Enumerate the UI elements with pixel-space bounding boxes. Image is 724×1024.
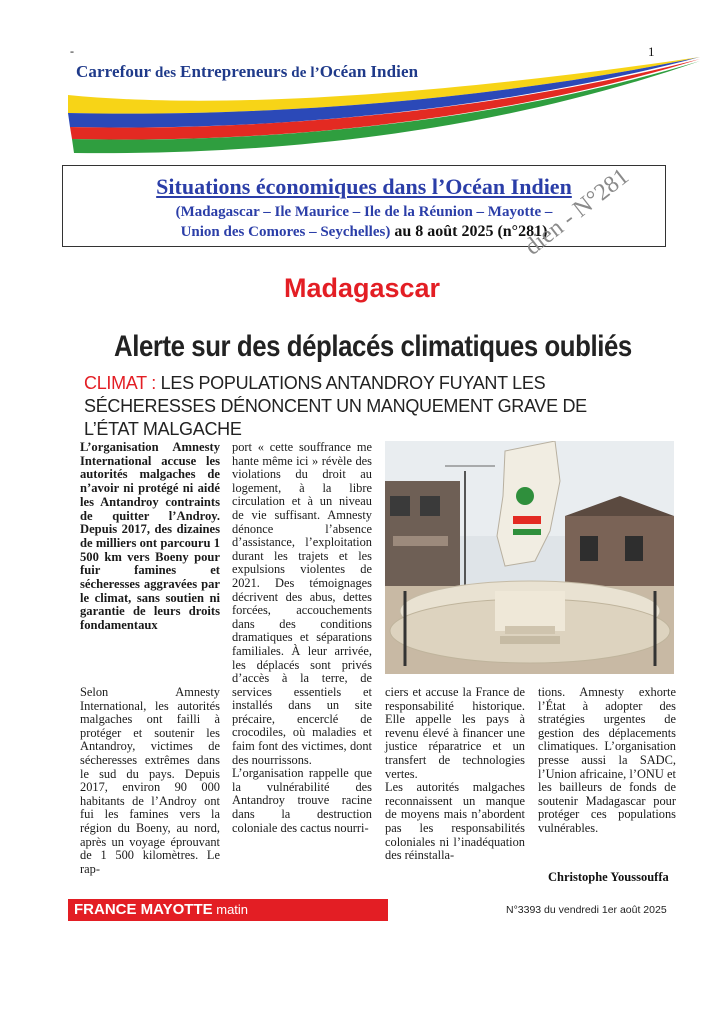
watermark-text: dien - N°281 (520, 163, 634, 261)
article-column-4 (538, 686, 676, 836)
newspaper-source-bar (68, 899, 388, 921)
kicker-text: LES POPULATIONS ANTANDROY FUYANT LES SÉCHERESSES DÉNONCENT UN MANQUEMENT GRAVE DE L’ÉTAT MALGACHE (84, 373, 587, 439)
brand-title (76, 62, 418, 82)
article-photo (385, 441, 674, 674)
issue-info: N°3393 du vendredi 1er août 2025 (506, 904, 667, 916)
paragraph: L’organisation rappelle que la vulnérabilité des Antandroy trouve racine dans la destruction coloniale des cactus nourri- (232, 766, 372, 835)
article-author: Christophe Youssouffa (548, 870, 669, 884)
brand-word: Entrepreneurs (180, 62, 288, 81)
paragraph: Les autorités malgaches reconnaissent un manque de moyens mais n’abordent pas les responsabilités coloniales ni l’inadéquation des réinstalla- (385, 780, 525, 863)
article-column-1 (80, 686, 220, 876)
paragraph: tions. Amnesty exhorte l’État à adopter des stratégies urgentes de gestion des déplacements climatiques. L’organisation presse aussi la SADC, l’Union africaine, l’ONU et les bailleurs de fonds de soutenir Madagascar pour protéger ces populations vulnérables. (538, 685, 676, 835)
page-number: 1 (648, 44, 655, 59)
report-title: Situations économiques dans l’Océan Indien (156, 174, 572, 199)
newspaper-name: FRANCE MAYOTTE (74, 901, 213, 918)
subtitle-line-2: Union des Comores – Seychelles) (180, 224, 391, 240)
kicker-label: CLIMAT : (84, 373, 156, 393)
brand-word: Carrefour (76, 62, 152, 81)
paragraph: ciers et accuse la France de responsabilité historique. Elle appelle les pays à revenu élevé à financer une justice réparatrice et un transfert de technologies vertes. (385, 685, 525, 781)
header-dash: - (70, 44, 74, 58)
brand-word: de l’ (287, 65, 320, 81)
subtitle-line-1: (Madagascar – Ile Maurice – Ile de la Réunion – Mayotte – (175, 204, 553, 220)
article-headline: Alerte sur des déplacés climatiques oubliés (114, 330, 632, 363)
report-date: au 8 août 2025 (n°281) (390, 223, 548, 240)
brand-word: des (151, 65, 181, 81)
monument-photo-illustration (385, 441, 674, 674)
article-lead: L’organisation Amnesty International accuse les autorités malgaches de n’avoir ni protégé ni aidé les Antandroy contraints de quitter l’Androy. Depuis 2017, des dizaines de milliers ont parcouru 1 500 km vers Boeny pour fuir famines et sécheresses aggravées par le climat, sans soutien ni garantie de leurs droits fondamentaux (80, 440, 220, 633)
paragraph: port « cette souffrance me hante même ici » révèle des violations du droit au logement, à la libre circulation et à un niveau de vie suffisant. Amnesty dénonce l’absence d’assistance, l’exploitation durant les trajets et les expulsions violentes de 2021. Des témoignages décrivent des abus, dettes forcées, accouchements dans des conditions dramatiques et séparations familiales. À leur arrivée, les déplacés sont privés d’accès à la terre, de services essentiels et installés dans un site précaire, encerclé de crocodiles, où maladies et faim font des victimes, dont des nourrissons. (232, 440, 372, 767)
brand-word: Océan (319, 62, 367, 81)
region-heading: Madagascar (283, 273, 441, 303)
article-kicker (84, 372, 644, 441)
newspaper-name-suffix: matin (212, 902, 249, 917)
article-column-2 (232, 441, 372, 835)
article-column-3 (385, 686, 525, 863)
paragraph: Selon Amnesty International, les autorités malgaches ont failli à protéger et soutenir les Antandroy, victimes de sécheresses extrêmes dans le sud du pays. Depuis 2017, environ 90 000 habitants de l’Androy ont fui les famines vers la région du Boeny, au nord, après un voyage éprouvant de 1 500 kilomètres. Le rap- (80, 685, 220, 876)
brand-word: Indien (370, 62, 419, 81)
